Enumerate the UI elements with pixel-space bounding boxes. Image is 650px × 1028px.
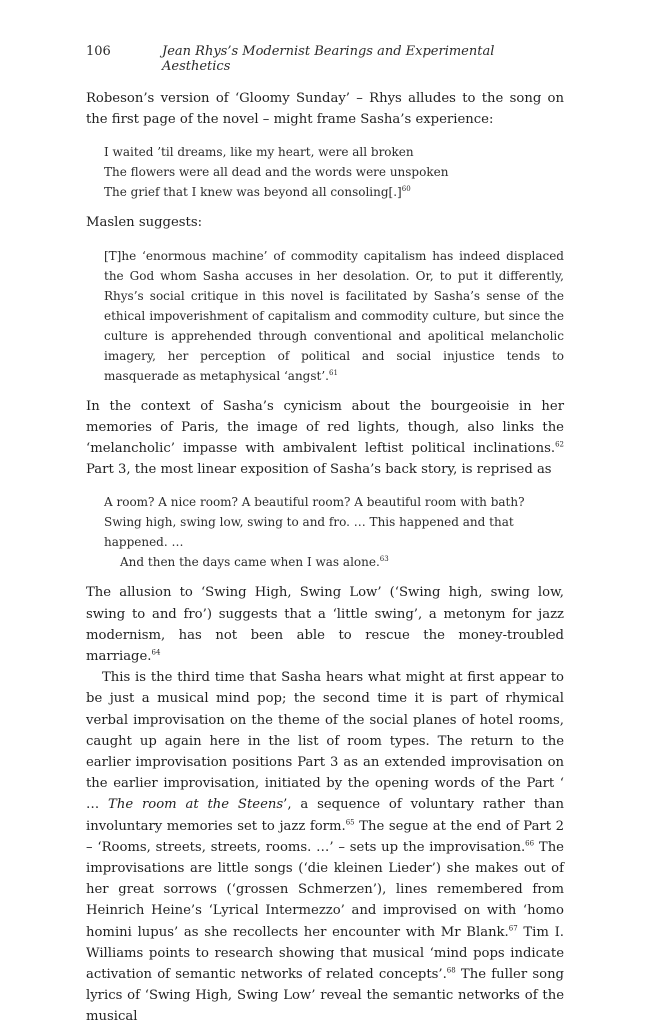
verse-line-3 bbox=[104, 182, 564, 202]
swing-quote-line-2 bbox=[104, 552, 564, 572]
footnote-ref-68: 68 bbox=[446, 966, 456, 975]
footnote-ref-63: 63 bbox=[379, 555, 389, 564]
paragraph-robeson: Robeson’s version of ‘Gloomy Sunday’ – Rhys alludes to the song on the first page of the novel – might frame Sasha’s experience: bbox=[86, 91, 564, 128]
verse-line-3-text: The grief that I knew was beyond all consoling[.] bbox=[104, 185, 402, 200]
paragraph-third-time bbox=[86, 667, 564, 1027]
footnote-ref-66: 66 bbox=[525, 839, 535, 848]
maslen-quote-text: [T]he ‘enormous machine’ of commodity capitalism has indeed displaced the God whom Sasha accuses in her desolation. Or, to put it differently, Rhys’s social critique in this novel is facilitated by Sasha’s sense of the ethical impoverishment of capitalism and commodity culture, but since the culture is apprehended through conventional and apolitical melancholic imagery, her perception of political and social injustice tends to masquerade as metaphysical ‘angst’. bbox=[104, 248, 564, 383]
para4-s2: ’, a sequence of voluntary rather than involuntary memories set to jazz form. bbox=[86, 797, 564, 834]
para4-s4: The improvisations are little songs (‘die kleinen Lieder’) she makes out of her great sorrows (‘grossen Schmerzen’), lines remembered from Heinrich Heine’s ‘Lyrical Intermezzo’ and improvised on with ‘homo homini lupus’ as she recollects her encounter with Mr Blank. bbox=[86, 839, 564, 940]
footnote-ref-64: 64 bbox=[151, 648, 161, 657]
footnote-ref-67: 67 bbox=[508, 924, 518, 933]
block-quote-maslen bbox=[104, 246, 564, 386]
paragraph-allusion bbox=[86, 582, 564, 667]
page-body bbox=[86, 88, 564, 1028]
footnote-ref-65: 65 bbox=[345, 818, 355, 827]
verse-line-2: The flowers were all dead and the words were unspoken bbox=[104, 165, 449, 180]
para4-s3: The segue at the end of Part 2 – ‘Rooms, streets, streets, rooms. …’ – sets up the improvisation. bbox=[86, 818, 564, 855]
paragraph-cynicism bbox=[86, 396, 564, 481]
verse-line-1: I waited ’til dreams, like my heart, were all broken bbox=[104, 145, 414, 160]
paragraph-cynicism-part2: Part 3, the most linear exposition of Sasha’s back story, is reprised as bbox=[86, 462, 552, 478]
para4-s6: The fuller song lyrics of ‘Swing High, Swing Low’ reveal the semantic networks of the musical bbox=[86, 967, 565, 1025]
para4-s1: This is the third time that Sasha hears what might at first appear to be just a musical mind pop; the second time it is part of rhymical verbal improvisation on the theme of the social planes of hotel rooms, caught up again here in the list of room types. The return to the earlier improvisation positions Part 3 as an extended improvisation on the earlier improvisation, initiated by the opening words of the Part ‘ … bbox=[86, 670, 564, 813]
paragraph-allusion-text: The allusion to ‘Swing High, Swing Low’ (‘Swing high, swing low, swing to and fro’) suggests that a ‘little swing’, a metonym for jazz modernism, has not been able to rescue the money-troubled marriage. bbox=[86, 585, 564, 665]
page-number: 106 bbox=[86, 44, 111, 59]
footnote-ref-61: 61 bbox=[328, 368, 338, 377]
swing-quote-line-1: A room? A nice room? A beautiful room? A beautiful room with bath? Swing high, swing low, swing to and fro. … This happened and that happened. … bbox=[104, 495, 525, 550]
running-header bbox=[86, 44, 564, 74]
para4-italic-title: The room at the Steens bbox=[108, 797, 284, 813]
swing-quote-line-2-text: And then the days came when I was alone. bbox=[120, 555, 380, 570]
verse-quote bbox=[104, 142, 564, 202]
maslen-intro: Maslen suggests: bbox=[86, 215, 203, 231]
block-quote-maslen-text bbox=[104, 246, 564, 386]
footnote-ref-60: 60 bbox=[401, 185, 411, 194]
block-quote-swing bbox=[104, 492, 564, 572]
footnote-ref-62: 62 bbox=[555, 440, 564, 449]
running-title: Jean Rhys’s Modernist Bearings and Experimental Aesthetics bbox=[162, 44, 495, 74]
para4-s5: Tim I. Williams points to research showing that musical ‘mind pops indicate activation of semantic networks of related concepts’. bbox=[86, 924, 564, 983]
paragraph-cynicism-part1: In the context of Sasha’s cynicism about the bourgeoisie in her memories of Paris, the image of red lights, though, also links the ‘melancholic’ impasse with ambivalent leftist political inclinations. bbox=[86, 398, 564, 457]
